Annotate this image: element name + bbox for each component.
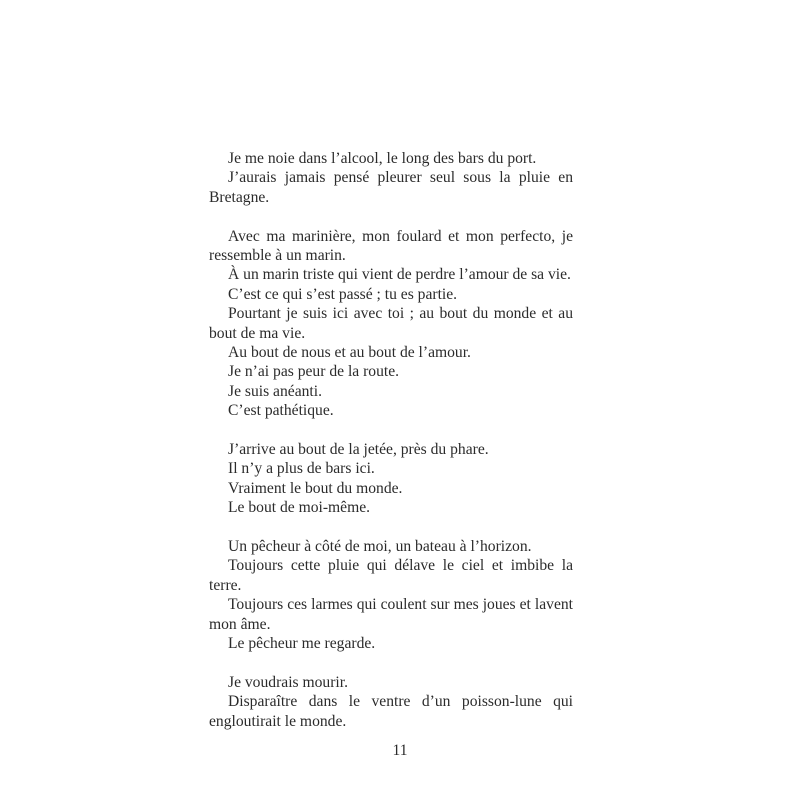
page-number: 11	[392, 742, 408, 759]
text-line: Disparaître dans le ventre d’un poisson-lune qui engloutirait le monde.	[209, 693, 573, 730]
text-line: Je me noie dans l’alcool, le long des bars du port.	[228, 150, 537, 167]
stanza	[209, 440, 573, 518]
text-line: Au bout de nous et au bout de l’amour.	[228, 344, 471, 362]
poem-text	[209, 149, 573, 731]
text-line: J’aurais jamais pensé pleurer seul sous la pluie en Bretagne.	[209, 169, 573, 206]
text-line: C’est pathétique.	[228, 402, 334, 420]
text-line: C’est ce qui s’est passé ; tu es partie.	[228, 285, 458, 303]
text-line: Je suis anéanti.	[228, 382, 322, 400]
text-line: Le pêcheur me regarde.	[228, 635, 376, 653]
text-line: Je voudrais mourir.	[228, 673, 348, 691]
stanza	[209, 673, 573, 731]
stanza	[209, 537, 573, 653]
text-line: Toujours cette pluie qui délave le ciel et imbibe la terre.	[209, 557, 573, 594]
text-line: Toujours ces larmes qui coulent sur mes joues et lavent mon âme.	[209, 596, 573, 633]
text-line: J’arrive au bout de la jetée, près du phare.	[228, 441, 489, 459]
text-line: Je n’ai pas peur de la route.	[228, 363, 400, 381]
text-line: Pourtant je suis ici avec toi ; au bout du monde et au bout de ma vie.	[209, 305, 573, 342]
text-line: Il n’y a plus de bars ici.	[228, 460, 375, 478]
text-line: Vraiment le bout du monde.	[228, 479, 403, 497]
text-line: Avec ma marinière, mon foulard et mon perfecto, je ressemble à un marin.	[209, 227, 573, 265]
stanza	[209, 149, 573, 207]
text-line: Un pêcheur à côté de moi, un bateau à l’horizon.	[228, 538, 532, 556]
stanza	[209, 227, 573, 421]
text-line: À un marin triste qui vient de perdre l’amour de sa vie.	[228, 266, 571, 284]
text-line: Le bout de moi-même.	[228, 499, 371, 517]
